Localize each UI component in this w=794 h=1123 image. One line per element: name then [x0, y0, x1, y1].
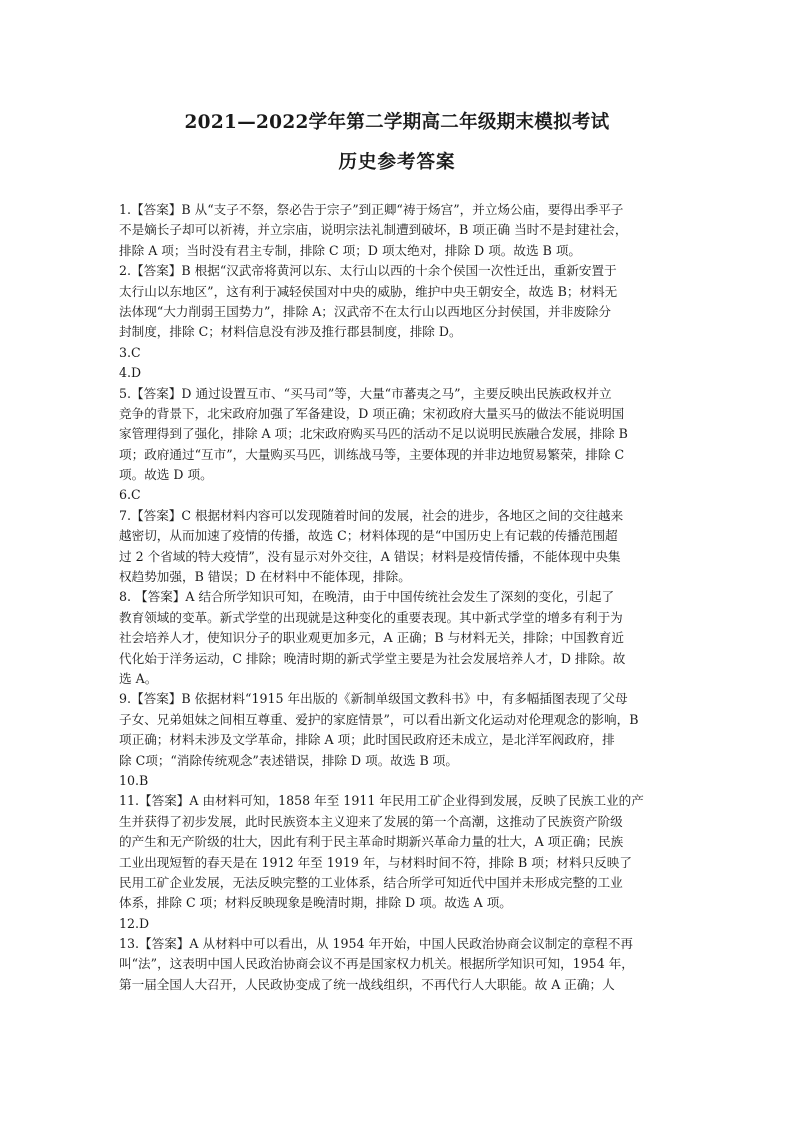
answer-line: 体系，排除 C 项；材料反映现象是晚清时期，排除 D 项。故选 A 项。 [119, 895, 512, 911]
answer-line: 工业出现短暂的春天是在 1912 年至 1919 年，与材料时间不符，排除 B 项；材料只反映了 [119, 854, 632, 870]
answer-line: 8. 【答案】A 结合所学知识可知，在晚清，由于中国传统社会发生了深刻的变化，引起了 [119, 589, 615, 605]
answer-line: 不是嫡长子却可以祈祷，并立宗庙，说明宗法礼制遭到破坏，B 项正确 当时不是封建社会， [119, 222, 628, 238]
answer-line: 的产生和无产阶级的壮大，因此有利于民主革命时期新兴革命力量的壮大，A 项正确；民族 [119, 834, 624, 850]
answer-line: 3.C [119, 344, 141, 360]
answer-line: 第一届全国人大召开，人民政协变成了统一战线组织，不再代行人大职能。故 A 正确；人 [119, 976, 615, 992]
answer-line: 教育领域的变革。新式学堂的出现就是这种变化的重要表现。其中新式学堂的增多有利于为 [119, 609, 623, 625]
document-subtitle: 历史参考答案 [338, 152, 456, 173]
answer-body [119, 200, 689, 995]
answer-line: 项正确；材料未涉及文学革命，排除 A 项；此时国民政府还未成立，是北洋军阀政府，排 [119, 732, 615, 748]
answer-line: 项。故选 D 项。 [119, 467, 213, 483]
answer-line: 民用工矿企业发展，无法反映完整的工业体系，结合所学可知近代中国并未形成完整的工业 [119, 874, 623, 890]
answer-line: 12.D [119, 915, 150, 931]
answer-line: 7.【答案】C 根据材料内容可以发现随着时间的发展，社会的进步，各地区之间的交往越来 [119, 507, 624, 523]
answer-line: 9.【答案】B 依据材料“1915 年出版的《新制单级国文教科书》中，有多幅插图表现了父母 [119, 691, 628, 707]
answer-line: 子女、兄弟姐妹之间相互尊重、爱护的家庭情景”，可以看出新文化运动对伦理观念的影响，B [119, 711, 639, 727]
answer-line: 家管理得到了强化，排除 A 项；北宋政府购买马匹的活动不足以说明民族融合发展，排除 B [119, 426, 628, 442]
answer-line: 除 C项；“消除传统观念”表述错误，排除 D 项。故选 B 项。 [119, 752, 458, 768]
answer-line: 过 2 个省域的特大疫情”，没有显示对外交往，A 错误；材料是疫情传播，不能体现中央集 [119, 548, 621, 564]
answer-line: 13.【答案】A 从材料中可以看出，从 1954 年开始，中国人民政治协商会议制定的章程不再 [119, 936, 633, 952]
answer-line: 排除 A 项；当时没有君主专制，排除 C 项；D 项太绝对，排除 D 项。故选 B 项。 [119, 242, 582, 258]
answer-line: 叫“法”，这表明中国人民政治协商会议不再是国家权力机关。根据所学知识可知，1954 年， [119, 956, 634, 972]
answer-line: 10.B [119, 772, 149, 788]
exam-title: 2021—2022学年第二学期高二年级期末模拟考试 [184, 112, 610, 133]
answer-line: 生并获得了初步发展，此时民族资本主义迎来了发展的第一个高潮，这推动了民族资产阶级 [119, 813, 623, 829]
answer-line: 太行山以东地区”，这有利于减轻侯国对中央的威胁，维护中央王朝安全，故选 B；材料无 [119, 283, 618, 299]
answer-line: 4.D [119, 365, 142, 381]
answer-line: 11.【答案】A 由材料可知，1858 年至 1911 年民用工矿企业得到发展，反映了民族工业的产 [119, 793, 644, 809]
answer-line: 越密切，从而加速了疫情的传播，故选 C；材料体现的是“中国历史上有记载的传播范围超 [119, 528, 618, 544]
answer-line: 1.【答案】B 从“支子不祭，祭必告于宗子”到正卿“祷于炀宫”，并立炀公庙，要得出季平子 [119, 202, 624, 217]
answer-line: 6.C [119, 487, 141, 503]
answer-line: 项；政府通过“互市”，大量购买马匹，训练战马等，主要体现的并非边地贸易繁荣，排除 C [119, 446, 625, 462]
answer-line: 法体现“大力削弱王国势力”，排除 A；汉武帝不在太行山以西地区分封侯国，并非废除分 [119, 303, 611, 319]
answer-line: 封制度，排除 C；材料信息没有涉及推行郡县制度，排除 D。 [119, 324, 462, 340]
answer-line: 2.【答案】B 根据“汉武帝将黄河以东、太行山以西的十余个侯国一次性迁出，重新安置于 [119, 263, 617, 279]
answer-line: 代化始于洋务运动，C 排除；晚清时期的新式学堂主要是为社会发展培养人才，D 排除。故 [119, 650, 626, 666]
answer-line: 选 A。 [119, 670, 158, 686]
answer-line: 5.【答案】D 通过设置互市、“买马司”等，大量“市蕃夷之马”，主要反映出民族政权并立 [119, 385, 612, 401]
answer-line: 权趋势加强，B 错误；D 在材料中不能体现，排除。 [119, 569, 411, 585]
answer-line: 社会培养人才，使知识分子的职业观更加多元，A 正确；B 与材料无关，排除；中国教育近 [119, 630, 624, 646]
answer-line: 竞争的背景下，北宋政府加强了军备建设，D 项正确；宋初政府大量买马的做法不能说明国 [119, 405, 625, 421]
